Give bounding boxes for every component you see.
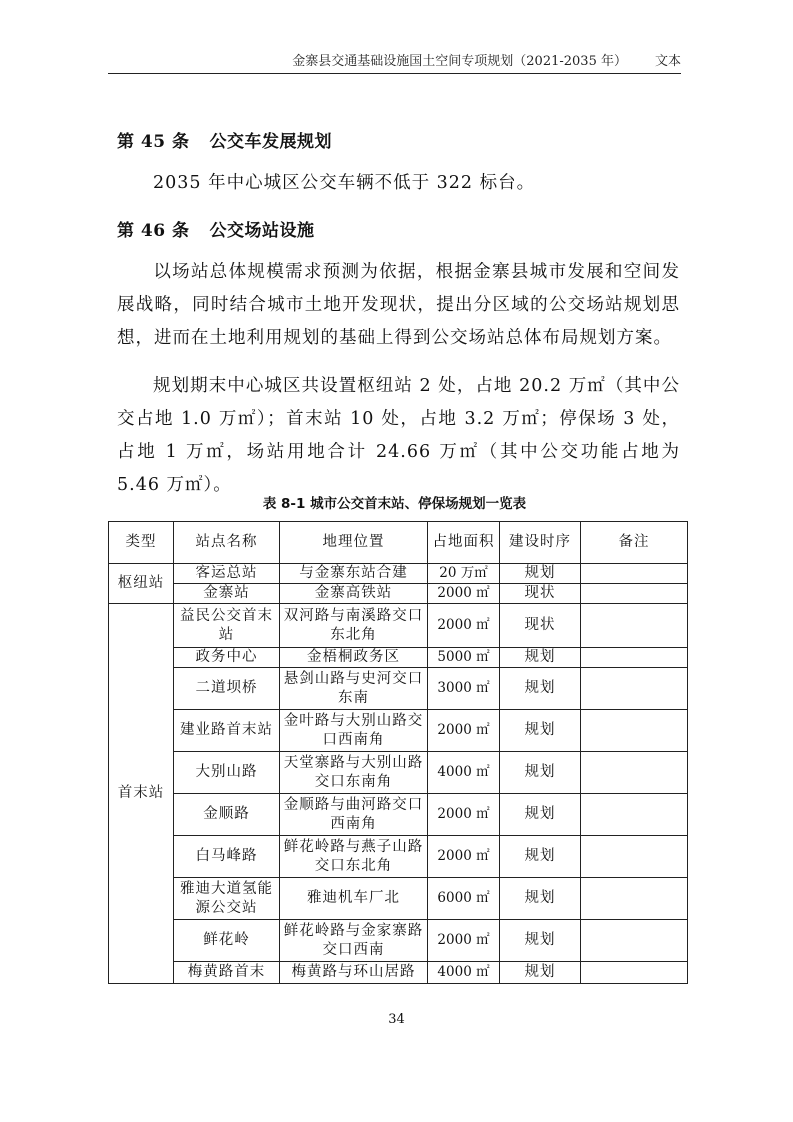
station-name: 客运总站 [174,564,280,584]
group-terminal: 首末站 [109,604,174,984]
station-note [581,710,688,752]
article-46-paragraph-2: 规划期末中心城区共设置枢纽站 2 处，占地 20.2 万㎡（其中公交占地 1.0 万㎡）；首末站 10 处，占地 3.2 万㎡；停保场 3 处，占地 1 万㎡，场站用地合计 24.66 万㎡（其中公交功能占地为 5.46 万㎡）。 [117,376,680,495]
station-note [581,794,688,836]
station-location: 鲜花岭路与燕子山路交口东北角 [280,836,428,878]
table-row [109,920,688,962]
station-area: 2000 ㎡ [428,794,500,836]
header-divider [108,73,681,74]
table-row [109,962,688,984]
station-location: 雅迪机车厂北 [280,878,428,920]
header-location: 地理位置 [280,522,428,564]
station-location: 与金寨东站合建 [280,564,428,584]
table-row [109,752,688,794]
station-area: 2000 ㎡ [428,836,500,878]
station-note [581,668,688,710]
station-area: 2000 ㎡ [428,710,500,752]
page-number: 34 [388,1012,405,1027]
header-note: 备注 [581,522,688,564]
station-note [581,920,688,962]
station-area: 2000 ㎡ [428,584,500,604]
station-note [581,564,688,584]
station-area: 20 万㎡ [428,564,500,584]
article-45-number: 第 45 条 [117,132,190,152]
station-timing: 现状 [500,604,581,648]
station-note [581,584,688,604]
station-name: 政务中心 [174,648,280,668]
station-area: 3000 ㎡ [428,668,500,710]
station-location: 金寨高铁站 [280,584,428,604]
station-plan-table [108,521,688,984]
station-name: 白马峰路 [174,836,280,878]
article-45-paragraph: 2035 年中心城区公交车辆不低于 322 标台。 [153,173,536,193]
station-name: 梅黄路首末 [174,962,280,984]
article-45-heading [117,127,332,152]
station-timing: 规划 [500,878,581,920]
station-note [581,752,688,794]
header-name: 站点名称 [174,522,280,564]
header-timing: 建设时序 [500,522,581,564]
station-name: 二道坝桥 [174,668,280,710]
station-name: 大别山路 [174,752,280,794]
station-location: 金叶路与大别山路交口西南角 [280,710,428,752]
header-area: 占地面积 [428,522,500,564]
article-46-number: 第 46 条 [117,221,190,241]
station-timing: 现状 [500,584,581,604]
station-timing: 规划 [500,648,581,668]
station-area: 4000 ㎡ [428,962,500,984]
station-timing: 规划 [500,564,581,584]
station-timing: 规划 [500,668,581,710]
station-name: 鲜花岭 [174,920,280,962]
station-name: 金顺路 [174,794,280,836]
station-location: 双河路与南溪路交口东北角 [280,604,428,648]
station-note [581,648,688,668]
station-timing: 规划 [500,962,581,984]
station-note [581,878,688,920]
article-46-paragraph-1: 以场站总体规模需求预测为依据，根据金寨县城市发展和空间发展战略，同时结合城市土地开发现状，提出分区域的公交场站规划思想，进而在土地利用规划的基础上得到公交场站总体布局规划方案。 [117,262,680,348]
station-timing: 规划 [500,836,581,878]
station-location: 金顺路与曲河路交口西南角 [280,794,428,836]
station-location: 天堂寨路与大别山路交口东南角 [280,752,428,794]
article-46-heading [117,216,315,241]
table-row [109,668,688,710]
header-type: 类型 [109,522,174,564]
station-location: 金梧桐政务区 [280,648,428,668]
station-timing: 规划 [500,794,581,836]
header-title: 金寨县交通基础设施国土空间专项规划（2021-2035 年） [292,54,627,69]
table-row [109,564,688,584]
page-header [108,50,681,72]
station-timing: 规划 [500,710,581,752]
station-name: 雅迪大道氢能源公交站 [174,878,280,920]
station-timing: 规划 [500,920,581,962]
station-area: 5000 ㎡ [428,648,500,668]
station-location: 鲜花岭路与金家寨路交口西南 [280,920,428,962]
station-name: 益民公交首末站 [174,604,280,648]
station-name: 金寨站 [174,584,280,604]
table-row [109,604,688,648]
station-area: 2000 ㎡ [428,604,500,648]
table-caption: 表 8-1 城市公交首末站、停保场规划一览表 [262,496,527,512]
table-row [109,710,688,752]
table-row [109,648,688,668]
table-row [109,584,688,604]
table-row [109,836,688,878]
station-area: 2000 ㎡ [428,920,500,962]
article-46-title: 公交场站设施 [209,221,315,241]
group-hub: 枢纽站 [109,564,174,604]
station-timing: 规划 [500,752,581,794]
station-location: 梅黄路与环山居路 [280,962,428,984]
table-row [109,794,688,836]
header-doc-type: 文本 [654,54,681,69]
station-note [581,836,688,878]
station-location: 悬剑山路与史河交口东南 [280,668,428,710]
article-45-title: 公交车发展规划 [209,132,332,152]
station-area: 4000 ㎡ [428,752,500,794]
station-name: 建业路首末站 [174,710,280,752]
table-header-row [109,522,688,564]
station-note [581,962,688,984]
table-row [109,878,688,920]
station-area: 6000 ㎡ [428,878,500,920]
station-note [581,604,688,648]
